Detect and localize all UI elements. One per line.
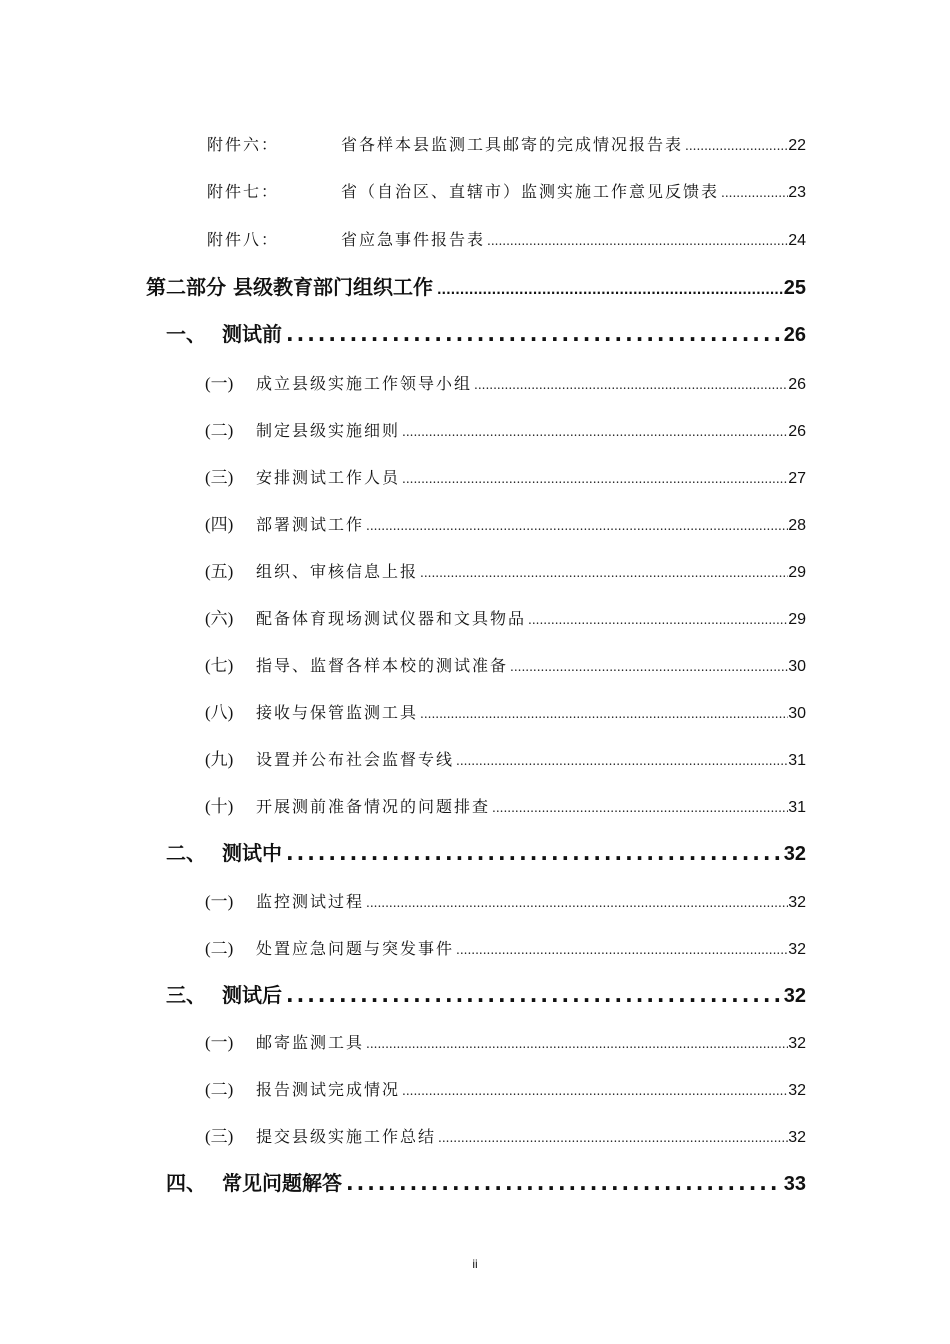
toc-subentry-number: (二) [205,1080,234,1099]
toc-subentry-number: (十) [205,797,234,816]
toc-entry-title: 省各样本县监测工具邮寄的完成情况报告表 [341,135,684,154]
toc-dot-leader [420,707,788,721]
toc-entry-page: 23 [788,184,806,201]
toc-subentry-page: 32 [788,1082,806,1099]
toc-section-page: 33 [783,1173,806,1195]
toc-subentry-page: 32 [788,1129,806,1146]
toc-section-2[interactable] [166,837,806,866]
toc-subentry[interactable] [205,510,806,535]
toc-entry-title: 省应急事件报告表 [341,230,486,249]
toc-section-page: 32 [783,985,806,1007]
toc-dot-leader [721,186,788,200]
toc-dot-leader [456,754,788,768]
toc-subentry[interactable] [205,745,806,770]
toc-subentry[interactable] [205,604,806,629]
toc-section-number: 二、 [166,841,206,865]
toc-subentry-number: (一) [205,1033,234,1052]
toc-section-page: 26 [783,324,806,346]
toc-subentry[interactable] [205,557,806,582]
toc-section-4[interactable] [166,1167,806,1196]
toc-dot-leader [286,322,782,346]
toc-dot-leader [286,983,782,1007]
toc-subentry-page: 31 [788,752,806,769]
toc-subentry[interactable] [205,416,806,441]
toc-dot-leader [510,660,788,674]
toc-subentry-title: 成立县级实施工作领导小组 [256,374,473,393]
toc-section-title: 测试中 [222,841,282,865]
toc-subentry-title: 组织、审核信息上报 [256,562,419,581]
toc-subentry-title: 配备体育现场测试仪器和文具物品 [256,609,527,628]
toc-subentry-number: (五) [205,562,234,581]
toc-subentry-title: 安排测试工作人员 [256,468,401,487]
toc-section-page: 32 [783,843,806,865]
toc-subentry-page: 30 [788,658,806,675]
toc-dot-leader [456,943,788,957]
toc-dot-leader [346,1171,782,1195]
toc-subentry-title: 提交县级实施工作总结 [256,1127,437,1146]
toc-dot-leader [402,1084,788,1098]
toc-section-title: 测试后 [222,983,282,1007]
toc-section-3[interactable] [166,979,806,1008]
toc-dot-leader [487,234,788,248]
toc-subentry-number: (七) [205,656,234,675]
toc-subentry[interactable] [205,1028,806,1053]
toc-subentry-number: (六) [205,609,234,628]
page-number: ii [472,1257,478,1271]
toc-entry-page: 22 [788,137,806,154]
toc-dot-leader [437,283,784,297]
toc-subentry-title: 制定县级实施细则 [256,421,401,440]
toc-subentry-number: (三) [205,1127,234,1146]
toc-dot-leader [438,1131,788,1145]
toc-dot-leader [366,1037,788,1051]
toc-subentry[interactable] [205,369,806,394]
toc-section-title: 测试前 [222,322,282,346]
toc-subentry-page: 28 [788,517,806,534]
toc-dot-leader [685,139,788,153]
toc-subentry-title: 邮寄监测工具 [256,1033,365,1052]
toc-subentry-number: (四) [205,515,234,534]
toc-subentry-title: 指导、监督各样本校的测试准备 [256,656,509,675]
toc-dot-leader [420,566,788,580]
toc-subentry-page: 26 [788,423,806,440]
toc-subentry[interactable] [205,651,806,676]
toc-subentry-number: (二) [205,421,234,440]
toc-dot-leader [402,425,788,439]
toc-subentry-number: (九) [205,750,234,769]
toc-entry-attachment-7[interactable] [207,179,806,202]
toc-subentry-page: 32 [788,941,806,958]
toc-subentry-page: 27 [788,470,806,487]
toc-entry-title: 省（自治区、直辖市）监测实施工作意见反馈表 [341,182,720,201]
toc-section-number: 一、 [166,322,206,346]
toc-subentry-title: 部署测试工作 [256,515,365,534]
toc-subentry[interactable] [205,887,806,912]
toc-dot-leader [286,841,782,865]
toc-subentry-number: (一) [205,374,234,393]
toc-entry-attachment-8[interactable] [207,227,806,250]
toc-subentry-number: (三) [205,468,234,487]
toc-subentry-title: 开展测前准备情况的问题排查 [256,797,491,816]
toc-part-heading[interactable] [146,271,806,300]
toc-subentry-page: 31 [788,799,806,816]
toc-dot-leader [492,801,788,815]
toc-subentry-page: 30 [788,705,806,722]
toc-subentry-page: 32 [788,894,806,911]
toc-subentry-number: (一) [205,892,234,911]
toc-subentry-page: 26 [788,376,806,393]
toc-subentry[interactable] [205,1075,806,1100]
toc-dot-leader [528,613,788,627]
toc-subentry[interactable] [205,698,806,723]
toc-subentry-page: 29 [788,611,806,628]
toc-entry-attachment-6[interactable] [207,132,806,155]
toc-dot-leader [366,896,788,910]
toc-subentry-title: 报告测试完成情况 [256,1080,401,1099]
toc-section-number: 三、 [166,983,206,1007]
toc-dot-leader [402,472,788,486]
toc-part-page: 25 [783,277,806,299]
toc-subentry-page: 29 [788,564,806,581]
toc-subentry[interactable] [205,1122,806,1147]
toc-subentry-title: 监控测试过程 [256,892,365,911]
toc-subentry-title: 处置应急问题与突发事件 [256,939,455,958]
toc-subentry[interactable] [205,463,806,488]
toc-subentry-page: 32 [788,1035,806,1052]
toc-subentry[interactable] [205,792,806,817]
toc-entry-label: 附件七： [207,182,280,201]
toc-entry-label: 附件六： [207,135,280,154]
toc-subentry-number: (二) [205,939,234,958]
toc-entry-page: 24 [788,232,806,249]
toc-part-title: 第二部分 县级教育部门组织工作 [146,275,433,299]
toc-dot-leader [474,378,788,392]
toc-dot-leader [366,519,788,533]
toc-section-number: 四、 [166,1171,206,1195]
toc-section-title: 常见问题解答 [222,1171,342,1195]
toc-subentry[interactable] [205,934,806,959]
toc-subentry-title: 接收与保管监测工具 [256,703,419,722]
toc-section-1[interactable] [166,318,806,347]
toc-subentry-number: (八) [205,703,234,722]
toc-entry-label: 附件八： [207,230,280,249]
toc-subentry-title: 设置并公布社会监督专线 [256,750,455,769]
